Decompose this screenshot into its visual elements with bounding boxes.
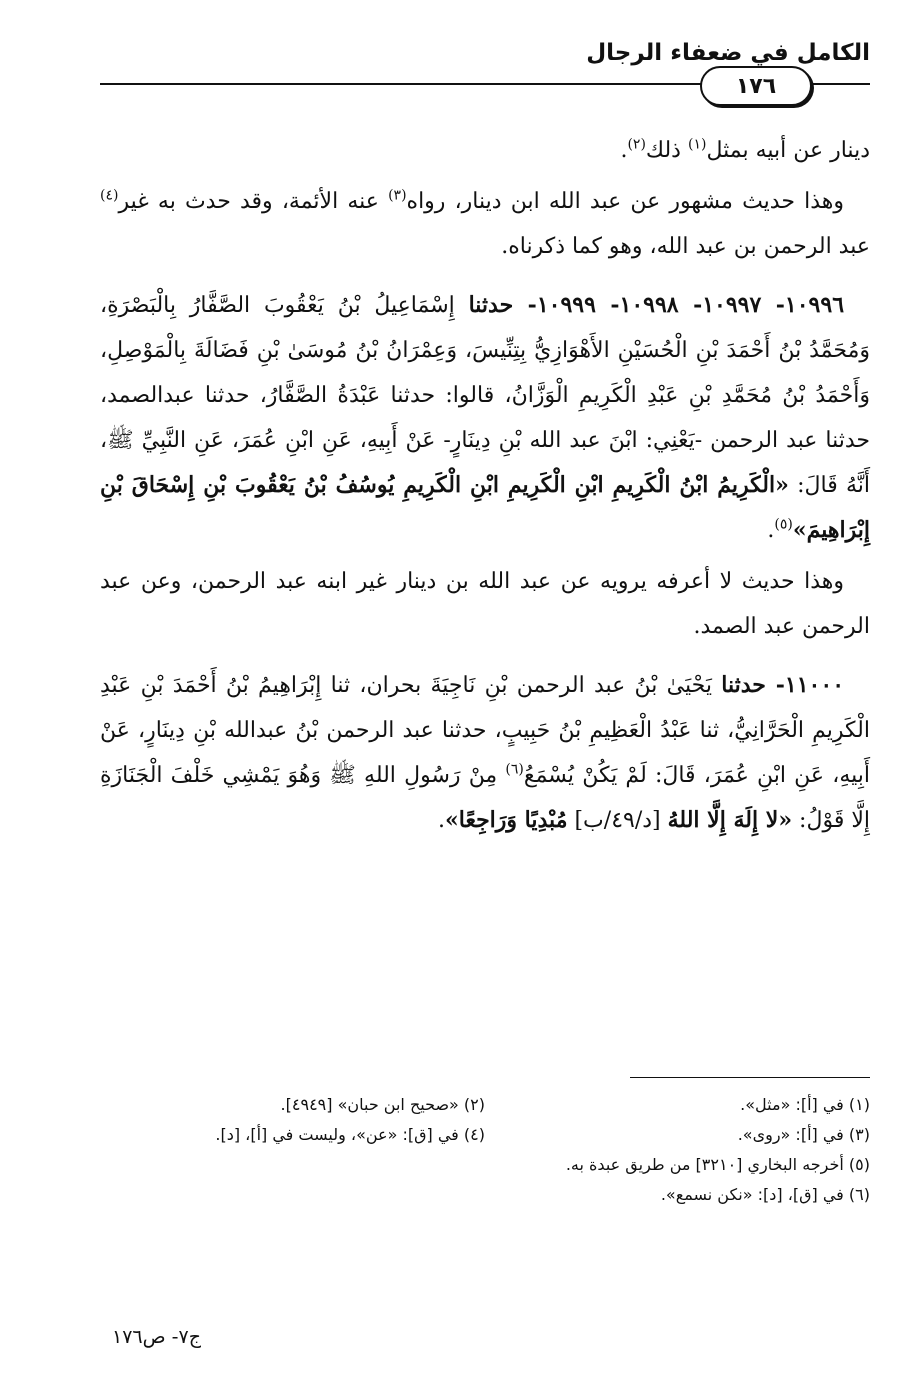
footnotes — [100, 1090, 870, 1210]
footnote-rule — [630, 1077, 870, 1078]
haddathana-label: حدثنا — [468, 292, 514, 318]
hadith-numbers: ١٠٩٩٦- ١٠٩٩٧- ١٠٩٩٨- ١٠٩٩٩- — [513, 292, 845, 318]
footnote-5: (٥) أخرجه البخاري [٣٢١٠] من طريق عبدة به. — [565, 1155, 870, 1174]
paragraph-1: دينار عن أبيه بمثل$^{(١)}$ ذلك$^{(٢)}$. — [620, 136, 870, 163]
haddathana-label: حدثنا — [721, 672, 766, 698]
paragraph-2: وهذا حديث مشهور عن عبد الله ابن دينار، رواه$^{(٣)}$ عنه الأئمة، وقد حدث به غير$^{(٤)}$ عبد الرحمن بن عبد الله، وهو كما ذكرناه. — [100, 187, 870, 259]
footnote-ref-2[interactable]: (٢) — [627, 136, 646, 153]
paragraph-5-hadith: ١١٠٠٠- حدثنا يَحْيَىٰ بْنُ عبد الرحمن بْنِ نَاجِيَةَ بحران، ثنا إِبْرَاهِيمُ بْنُ أَحْمَدَ بْنِ عَبْدِ الْكَرِيمِ الْحَرَّانِيُّ، ثنا عَبْدُ الْعَظِيمِ بْنُ حَبِيبٍ، حدثنا عبد الرحمن بْنُ عبدالله بْنِ دِينَارٍ، عَنْ أَبِيهِ، عَنِ ابْنِ عُمَرَ، قَالَ: لَمْ يَكُنْ يُسْمَعُ$^{(٦)}$ مِنْ رَسُولِ اللهِ ﷺ وَهُوَ يَمْشِي خَلْفَ الْجَنَازَةِ إِلَّا قَوْلُ: «لا إِلَهَ إِلَّا اللهُ [د/٤٩/ب] مُبْدِيًا وَرَاجِعًا». — [100, 672, 870, 833]
footnote-3: (٣) في [أ]: «روى». — [737, 1125, 870, 1144]
main-text — [100, 128, 870, 843]
volume-page-reference: ج٧- ص١٧٦ — [112, 1326, 201, 1348]
manuscript-ref: [د/٤٩/ب] — [567, 808, 668, 833]
book-title: الكامل في ضعفاء الرجال — [586, 40, 870, 66]
page-number-badge: ١٧٦ — [700, 66, 812, 106]
footnote-ref-4[interactable]: (٤) — [100, 187, 119, 204]
hadith-text: «الْكَرِيمُ ابْنُ الْكَرِيمِ ابْنِ الْكَرِيمِ ابْنِ الْكَرِيمِ يُوسُفُ بْنُ يَعْقُوبَ بْنِ إِسْحَاقَ بْنِ إِبْرَاهِيمَ» — [100, 472, 870, 543]
hadith-text-cont: مُبْدِيًا وَرَاجِعًا» — [445, 807, 568, 833]
paragraph-3-hadith: ١٠٩٩٦- ١٠٩٩٧- ١٠٩٩٨- ١٠٩٩٩- حدثنا إِسْمَاعِيلُ بْنُ يَعْقُوبَ الصَّفَّارُ بِالْبَصْرَةِ، وَمُحَمَّدُ بْنُ أَحْمَدَ بْنِ الْحُسَيْنِ الأَهْوَازِيُّ بِتِنِّيسَ، وَعِمْرَانُ بْنُ مُوسَىٰ بْنِ فَضَالَةَ بِالْمَوْصِلِ، وَأَحْمَدُ بْنُ مُحَمَّدِ بْنِ عَبْدِ الْكَرِيمِ الْوَزَّانُ، قالوا: حدثنا عَبْدَةُ الصَّفَّارُ، حدثنا عبدالصمد، حدثنا عبد الرحمن -يَعْنِي: ابْنَ عبد الله بْنِ دِينَارٍ- عَنْ أَبِيهِ، عَنِ ابْنِ عُمَرَ، عَنِ النَّبِيِّ ﷺ، أَنَّهُ قَالَ: «الْكَرِيمُ ابْنُ الْكَرِيمِ ابْنِ الْكَرِيمِ ابْنِ الْكَرِيمِ يُوسُفُ بْنُ يَعْقُوبَ بْنِ إِسْحَاقَ بْنِ إِبْرَاهِيمَ»$^{(٥)}$. — [100, 292, 870, 543]
footnote-2: (٢) «صحيح ابن حبان» [٤٩٤٩]. — [280, 1095, 485, 1114]
hadith-text: «لا إِلَهَ إِلَّا اللهُ — [667, 807, 793, 833]
footnote-4: (٤) في [ق]: «عن»، وليست في [أ]، [د]. — [215, 1125, 485, 1144]
footnote-1: (١) في [أ]: «مثل». — [740, 1095, 870, 1114]
footnote-ref-1[interactable]: (١) — [687, 136, 707, 153]
paragraph-4: وهذا حديث لا أعرفه يرويه عن عبد الله بن دينار غير ابنه عبد الرحمن، وعن عبد الرحمن عبد الصمد. — [100, 569, 870, 639]
footnote-ref-3[interactable]: (٣) — [388, 187, 407, 204]
hadith-number: ١١٠٠٠- — [765, 672, 845, 698]
footnote-6: (٦) في [ق]، [د]: «نكن نسمع». — [660, 1185, 870, 1204]
footnote-ref-6[interactable]: (٦) — [505, 761, 524, 778]
footnote-ref-5[interactable]: (٥) — [774, 516, 793, 533]
